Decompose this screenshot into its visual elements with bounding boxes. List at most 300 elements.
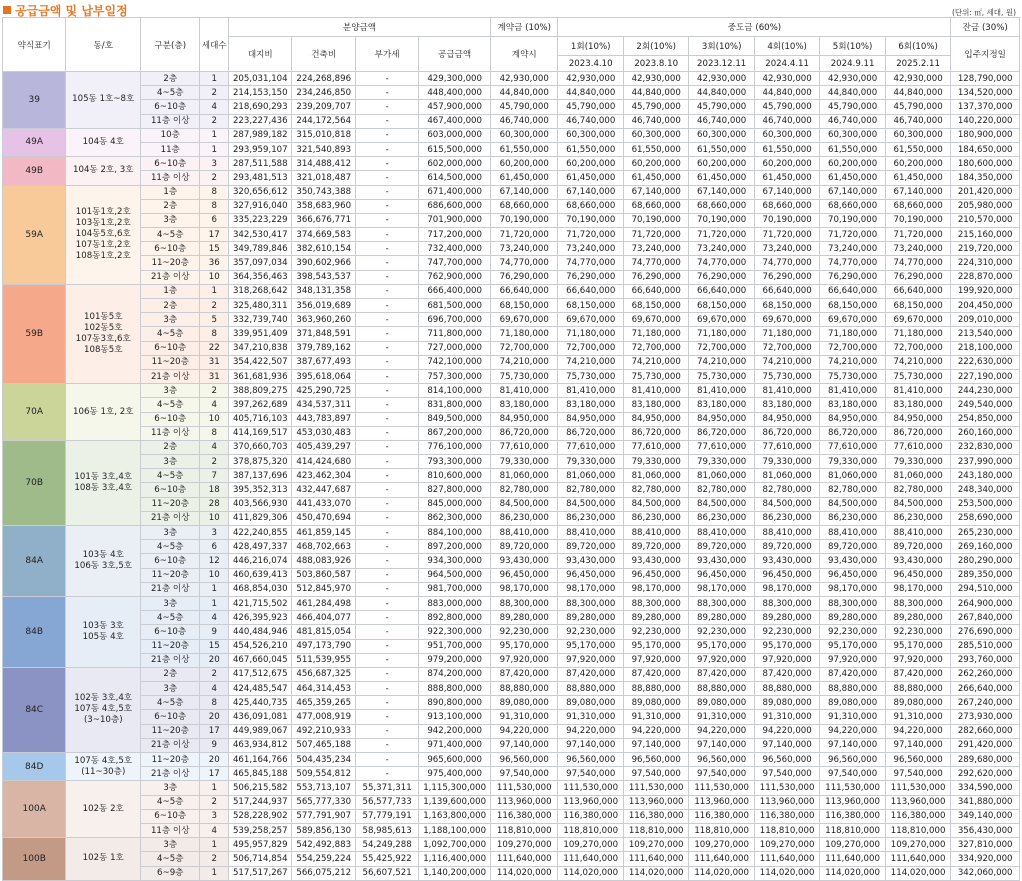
building-price-cell: 461,859,145 bbox=[292, 526, 355, 540]
middle-payment-4-cell: 116,380,000 bbox=[754, 809, 819, 823]
middle-payment-2-cell: 82,780,000 bbox=[623, 483, 688, 497]
vat-cell: - bbox=[355, 696, 418, 710]
middle-payment-3-cell: 81,060,000 bbox=[689, 469, 754, 483]
building-price-cell: 356,019,689 bbox=[292, 299, 355, 313]
supply-price-cell: 849,500,000 bbox=[419, 412, 491, 426]
middle-payment-2-cell: 84,950,000 bbox=[623, 412, 688, 426]
middle-payment-1-cell: 83,180,000 bbox=[558, 398, 623, 412]
header-date-4: 2024.4.11 bbox=[754, 56, 819, 72]
table-row bbox=[3, 469, 1020, 483]
supply-price-cell: 827,800,000 bbox=[419, 483, 491, 497]
middle-payment-2-cell: 84,500,000 bbox=[623, 497, 688, 511]
table-row bbox=[3, 369, 1020, 383]
table-row bbox=[3, 341, 1020, 355]
unit-count-cell: 8 bbox=[200, 199, 229, 213]
building-price-cell: 321,018,487 bbox=[292, 171, 355, 185]
floor-cell: 10층 bbox=[141, 128, 200, 142]
header-m3: 3회(10%) bbox=[689, 37, 754, 56]
unit-count-cell: 1 bbox=[200, 596, 229, 610]
middle-payment-6-cell: 118,810,000 bbox=[885, 823, 951, 837]
dong-cell: 104동 4호 bbox=[66, 128, 141, 156]
middle-payment-5-cell: 67,140,000 bbox=[820, 185, 885, 199]
middle-payment-1-cell: 74,210,000 bbox=[558, 355, 623, 369]
middle-payment-2-cell: 68,150,000 bbox=[623, 299, 688, 313]
middle-payment-4-cell: 70,190,000 bbox=[754, 213, 819, 227]
middle-payment-4-cell: 71,720,000 bbox=[754, 228, 819, 242]
land-price-cell: 495,957,829 bbox=[229, 838, 292, 852]
middle-payment-5-cell: 73,240,000 bbox=[820, 242, 885, 256]
vat-cell: - bbox=[355, 398, 418, 412]
middle-payment-2-cell: 76,290,000 bbox=[623, 270, 688, 284]
floor-cell: 11~20층 bbox=[141, 256, 200, 270]
middle-payment-3-cell: 87,420,000 bbox=[689, 667, 754, 681]
land-price-cell: 517,517,267 bbox=[229, 866, 292, 880]
middle-payment-6-cell: 68,660,000 bbox=[885, 199, 951, 213]
supply-price-cell: 884,100,000 bbox=[419, 526, 491, 540]
middle-payment-3-cell: 45,790,000 bbox=[689, 100, 754, 114]
supply-price-cell: 890,800,000 bbox=[419, 696, 491, 710]
unit-count-cell: 10 bbox=[200, 412, 229, 426]
middle-payment-1-cell: 61,450,000 bbox=[558, 171, 623, 185]
land-price-cell: 339,951,409 bbox=[229, 327, 292, 341]
middle-payment-5-cell: 84,950,000 bbox=[820, 412, 885, 426]
building-price-cell: 350,743,388 bbox=[292, 185, 355, 199]
building-price-cell: 456,687,325 bbox=[292, 667, 355, 681]
vat-cell: - bbox=[355, 767, 418, 781]
table-row bbox=[3, 412, 1020, 426]
contract-cell: 95,170,000 bbox=[490, 639, 558, 653]
middle-payment-1-cell: 68,660,000 bbox=[558, 199, 623, 213]
land-price-cell: 421,715,502 bbox=[229, 596, 292, 610]
header-m1: 1회(10%) bbox=[558, 37, 623, 56]
middle-payment-2-cell: 114,020,000 bbox=[623, 866, 688, 880]
middle-payment-6-cell: 89,280,000 bbox=[885, 611, 951, 625]
middle-payment-2-cell: 97,540,000 bbox=[623, 767, 688, 781]
table-row bbox=[3, 596, 1020, 610]
middle-payment-4-cell: 86,720,000 bbox=[754, 426, 819, 440]
building-price-cell: 465,359,265 bbox=[292, 696, 355, 710]
middle-payment-4-cell: 67,140,000 bbox=[754, 185, 819, 199]
middle-payment-1-cell: 89,720,000 bbox=[558, 540, 623, 554]
dong-cell: 102동 1호 bbox=[66, 838, 141, 881]
contract-cell: 71,720,000 bbox=[490, 228, 558, 242]
land-price-cell: 411,829,306 bbox=[229, 511, 292, 525]
middle-payment-2-cell: 88,410,000 bbox=[623, 526, 688, 540]
vat-cell: - bbox=[355, 753, 418, 767]
unit-type-cell: 39 bbox=[3, 72, 66, 129]
contract-cell: 97,140,000 bbox=[490, 738, 558, 752]
middle-payment-4-cell: 45,790,000 bbox=[754, 100, 819, 114]
table-row bbox=[3, 128, 1020, 142]
supply-price-cell: 1,163,800,000 bbox=[419, 809, 491, 823]
building-price-cell: 366,676,771 bbox=[292, 213, 355, 227]
middle-payment-3-cell: 111,640,000 bbox=[689, 852, 754, 866]
building-price-cell: 461,284,498 bbox=[292, 596, 355, 610]
balance-cell: 248,340,000 bbox=[951, 483, 1020, 497]
middle-payment-2-cell: 74,770,000 bbox=[623, 256, 688, 270]
table-body bbox=[3, 72, 1020, 881]
middle-payment-6-cell: 74,210,000 bbox=[885, 355, 951, 369]
middle-payment-5-cell: 66,640,000 bbox=[820, 284, 885, 298]
floor-cell: 3층 bbox=[141, 596, 200, 610]
contract-cell: 87,420,000 bbox=[490, 667, 558, 681]
building-price-cell: 453,030,483 bbox=[292, 426, 355, 440]
middle-payment-4-cell: 95,170,000 bbox=[754, 639, 819, 653]
middle-payment-4-cell: 71,180,000 bbox=[754, 327, 819, 341]
vat-cell: - bbox=[355, 596, 418, 610]
balance-cell: 237,990,000 bbox=[951, 455, 1020, 469]
middle-payment-2-cell: 96,560,000 bbox=[623, 753, 688, 767]
contract-cell: 68,660,000 bbox=[490, 199, 558, 213]
middle-payment-5-cell: 81,410,000 bbox=[820, 384, 885, 398]
vat-cell: - bbox=[355, 355, 418, 369]
table-row bbox=[3, 625, 1020, 639]
middle-payment-4-cell: 72,700,000 bbox=[754, 341, 819, 355]
header-land: 대지비 bbox=[229, 37, 292, 72]
land-price-cell: 342,530,417 bbox=[229, 228, 292, 242]
middle-payment-1-cell: 89,280,000 bbox=[558, 611, 623, 625]
middle-payment-5-cell: 88,880,000 bbox=[820, 682, 885, 696]
middle-payment-4-cell: 74,210,000 bbox=[754, 355, 819, 369]
balance-cell: 209,010,000 bbox=[951, 313, 1020, 327]
middle-payment-6-cell: 91,310,000 bbox=[885, 710, 951, 724]
floor-cell: 6~10층 bbox=[141, 809, 200, 823]
middle-payment-2-cell: 81,410,000 bbox=[623, 384, 688, 398]
contract-cell: 88,880,000 bbox=[490, 682, 558, 696]
middle-payment-4-cell: 73,240,000 bbox=[754, 242, 819, 256]
middle-payment-1-cell: 76,290,000 bbox=[558, 270, 623, 284]
building-price-cell: 488,083,926 bbox=[292, 554, 355, 568]
land-price-cell: 327,916,040 bbox=[229, 199, 292, 213]
middle-payment-1-cell: 42,930,000 bbox=[558, 72, 623, 86]
supply-price-cell: 686,600,000 bbox=[419, 199, 491, 213]
table-row bbox=[3, 327, 1020, 341]
supply-price-cell: 457,900,000 bbox=[419, 100, 491, 114]
middle-payment-6-cell: 71,720,000 bbox=[885, 228, 951, 242]
middle-payment-3-cell: 74,210,000 bbox=[689, 355, 754, 369]
middle-payment-3-cell: 86,720,000 bbox=[689, 426, 754, 440]
middle-payment-5-cell: 97,140,000 bbox=[820, 738, 885, 752]
floor-cell: 3층 bbox=[141, 526, 200, 540]
middle-payment-5-cell: 87,420,000 bbox=[820, 667, 885, 681]
middle-payment-5-cell: 84,500,000 bbox=[820, 497, 885, 511]
page-title-text: 공급금액 및 납부일정 bbox=[15, 4, 128, 18]
floor-cell: 4~5층 bbox=[141, 327, 200, 341]
land-price-cell: 361,681,936 bbox=[229, 369, 292, 383]
header-building: 건축비 bbox=[292, 37, 355, 72]
header-m2: 2회(10%) bbox=[623, 37, 688, 56]
header-date-1: 2023.4.10 bbox=[558, 56, 623, 72]
supply-price-cell: 814,100,000 bbox=[419, 384, 491, 398]
middle-payment-2-cell: 71,720,000 bbox=[623, 228, 688, 242]
land-price-cell: 223,227,436 bbox=[229, 114, 292, 128]
land-price-cell: 460,639,413 bbox=[229, 568, 292, 582]
middle-payment-2-cell: 111,640,000 bbox=[623, 852, 688, 866]
supply-price-cell: 1,140,200,000 bbox=[419, 866, 491, 880]
floor-cell: 11층 이상 bbox=[141, 171, 200, 185]
middle-payment-4-cell: 76,290,000 bbox=[754, 270, 819, 284]
supply-price-cell: 448,400,000 bbox=[419, 86, 491, 100]
vat-cell: - bbox=[355, 540, 418, 554]
vat-cell: - bbox=[355, 142, 418, 156]
unit-type-cell: 59B bbox=[3, 284, 66, 383]
table-row bbox=[3, 355, 1020, 369]
floor-cell: 6~9층 bbox=[141, 866, 200, 880]
middle-payment-4-cell: 111,640,000 bbox=[754, 852, 819, 866]
unit-count-cell: 1 bbox=[200, 284, 229, 298]
middle-payment-1-cell: 81,060,000 bbox=[558, 469, 623, 483]
vat-cell: - bbox=[355, 86, 418, 100]
land-price-cell: 347,210,838 bbox=[229, 341, 292, 355]
middle-payment-6-cell: 111,530,000 bbox=[885, 781, 951, 795]
land-price-cell: 436,091,081 bbox=[229, 710, 292, 724]
table-row bbox=[3, 171, 1020, 185]
middle-payment-4-cell: 61,450,000 bbox=[754, 171, 819, 185]
middle-payment-4-cell: 97,920,000 bbox=[754, 653, 819, 667]
unit-count-cell: 10 bbox=[200, 568, 229, 582]
building-price-cell: 497,173,790 bbox=[292, 639, 355, 653]
supply-price-cell: 975,400,000 bbox=[419, 767, 491, 781]
middle-payment-1-cell: 96,450,000 bbox=[558, 568, 623, 582]
middle-payment-6-cell: 70,190,000 bbox=[885, 213, 951, 227]
supply-price-cell: 981,700,000 bbox=[419, 582, 491, 596]
middle-payment-1-cell: 114,020,000 bbox=[558, 866, 623, 880]
middle-payment-3-cell: 71,180,000 bbox=[689, 327, 754, 341]
balance-cell: 342,060,000 bbox=[951, 866, 1020, 880]
unit-count-cell: 2 bbox=[200, 795, 229, 809]
land-price-cell: 539,258,257 bbox=[229, 823, 292, 837]
vat-cell: 56,607,521 bbox=[355, 866, 418, 880]
vat-cell: - bbox=[355, 270, 418, 284]
building-price-cell: 321,540,893 bbox=[292, 142, 355, 156]
land-price-cell: 403,566,930 bbox=[229, 497, 292, 511]
unit-count-cell: 8 bbox=[200, 185, 229, 199]
balance-cell: 213,540,000 bbox=[951, 327, 1020, 341]
middle-payment-4-cell: 89,080,000 bbox=[754, 696, 819, 710]
middle-payment-1-cell: 74,770,000 bbox=[558, 256, 623, 270]
middle-payment-1-cell: 97,140,000 bbox=[558, 738, 623, 752]
land-price-cell: 293,959,107 bbox=[229, 142, 292, 156]
unit-count-cell: 8 bbox=[200, 327, 229, 341]
unit-type-cell: 84C bbox=[3, 667, 66, 752]
middle-payment-6-cell: 95,170,000 bbox=[885, 639, 951, 653]
table-row bbox=[3, 142, 1020, 156]
middle-payment-3-cell: 88,300,000 bbox=[689, 596, 754, 610]
supply-price-cell: 696,700,000 bbox=[419, 313, 491, 327]
table-row bbox=[3, 767, 1020, 781]
header-date-2: 2023.8.10 bbox=[623, 56, 688, 72]
unit-count-cell: 4 bbox=[200, 682, 229, 696]
middle-payment-4-cell: 87,420,000 bbox=[754, 667, 819, 681]
land-price-cell: 395,352,313 bbox=[229, 483, 292, 497]
middle-payment-1-cell: 77,610,000 bbox=[558, 440, 623, 454]
building-price-cell: 450,470,694 bbox=[292, 511, 355, 525]
land-price-cell: 349,789,846 bbox=[229, 242, 292, 256]
middle-payment-5-cell: 88,410,000 bbox=[820, 526, 885, 540]
middle-payment-1-cell: 79,330,000 bbox=[558, 455, 623, 469]
unit-count-cell: 4 bbox=[200, 440, 229, 454]
unit-count-cell: 17 bbox=[200, 724, 229, 738]
building-price-cell: 379,789,162 bbox=[292, 341, 355, 355]
building-price-cell: 477,008,919 bbox=[292, 710, 355, 724]
vat-cell: - bbox=[355, 682, 418, 696]
table-row bbox=[3, 114, 1020, 128]
table-row bbox=[3, 852, 1020, 866]
land-price-cell: 387,137,696 bbox=[229, 469, 292, 483]
middle-payment-6-cell: 93,430,000 bbox=[885, 554, 951, 568]
balance-cell: 280,290,000 bbox=[951, 554, 1020, 568]
middle-payment-5-cell: 88,300,000 bbox=[820, 596, 885, 610]
balance-cell: 356,430,000 bbox=[951, 823, 1020, 837]
vat-cell: - bbox=[355, 639, 418, 653]
middle-payment-6-cell: 111,640,000 bbox=[885, 852, 951, 866]
dong-cell: 107동 4호,5호 (11~30층) bbox=[66, 753, 141, 781]
middle-payment-1-cell: 45,790,000 bbox=[558, 100, 623, 114]
table-row bbox=[3, 724, 1020, 738]
vat-cell: - bbox=[355, 611, 418, 625]
balance-cell: 184,650,000 bbox=[951, 142, 1020, 156]
middle-payment-5-cell: 68,150,000 bbox=[820, 299, 885, 313]
header-units: 세대수 bbox=[200, 18, 229, 72]
middle-payment-5-cell: 75,730,000 bbox=[820, 369, 885, 383]
vat-cell: - bbox=[355, 469, 418, 483]
middle-payment-5-cell: 86,230,000 bbox=[820, 511, 885, 525]
middle-payment-5-cell: 93,430,000 bbox=[820, 554, 885, 568]
balance-cell: 267,240,000 bbox=[951, 696, 1020, 710]
middle-payment-4-cell: 69,670,000 bbox=[754, 313, 819, 327]
table-row bbox=[3, 228, 1020, 242]
supply-price-cell: 1,188,100,000 bbox=[419, 823, 491, 837]
table-header bbox=[3, 18, 1020, 72]
building-price-cell: 554,259,224 bbox=[292, 852, 355, 866]
supply-price-cell: 942,200,000 bbox=[419, 724, 491, 738]
floor-cell: 2층 bbox=[141, 667, 200, 681]
supply-price-cell: 971,400,000 bbox=[419, 738, 491, 752]
dong-cell: 106동 1호, 2호 bbox=[66, 384, 141, 441]
middle-payment-2-cell: 89,720,000 bbox=[623, 540, 688, 554]
middle-payment-4-cell: 60,300,000 bbox=[754, 128, 819, 142]
unit-count-cell: 17 bbox=[200, 228, 229, 242]
floor-cell: 6~10층 bbox=[141, 625, 200, 639]
floor-cell: 4~5층 bbox=[141, 469, 200, 483]
middle-payment-6-cell: 82,780,000 bbox=[885, 483, 951, 497]
middle-payment-2-cell: 98,170,000 bbox=[623, 582, 688, 596]
middle-payment-5-cell: 71,180,000 bbox=[820, 327, 885, 341]
middle-payment-6-cell: 88,410,000 bbox=[885, 526, 951, 540]
unit-count-cell: 1 bbox=[200, 866, 229, 880]
building-price-cell: 434,537,311 bbox=[292, 398, 355, 412]
vat-cell: - bbox=[355, 171, 418, 185]
middle-payment-4-cell: 61,550,000 bbox=[754, 142, 819, 156]
middle-payment-5-cell: 98,170,000 bbox=[820, 582, 885, 596]
middle-payment-5-cell: 76,290,000 bbox=[820, 270, 885, 284]
middle-payment-2-cell: 68,660,000 bbox=[623, 199, 688, 213]
middle-payment-5-cell: 96,560,000 bbox=[820, 753, 885, 767]
middle-payment-3-cell: 79,330,000 bbox=[689, 455, 754, 469]
middle-payment-4-cell: 91,310,000 bbox=[754, 710, 819, 724]
contract-cell: 74,770,000 bbox=[490, 256, 558, 270]
middle-payment-1-cell: 60,200,000 bbox=[558, 157, 623, 171]
vat-cell: - bbox=[355, 582, 418, 596]
table-row bbox=[3, 653, 1020, 667]
balance-cell: 184,350,000 bbox=[951, 171, 1020, 185]
middle-payment-1-cell: 88,300,000 bbox=[558, 596, 623, 610]
middle-payment-2-cell: 86,720,000 bbox=[623, 426, 688, 440]
supply-price-cell: 742,100,000 bbox=[419, 355, 491, 369]
table-row bbox=[3, 710, 1020, 724]
middle-payment-2-cell: 60,300,000 bbox=[623, 128, 688, 142]
vat-cell: 55,371,311 bbox=[355, 781, 418, 795]
land-price-cell: 364,356,463 bbox=[229, 270, 292, 284]
middle-payment-5-cell: 89,280,000 bbox=[820, 611, 885, 625]
middle-payment-1-cell: 87,420,000 bbox=[558, 667, 623, 681]
middle-payment-2-cell: 44,840,000 bbox=[623, 86, 688, 100]
table-row bbox=[3, 86, 1020, 100]
supply-price-cell: 666,400,000 bbox=[419, 284, 491, 298]
middle-payment-6-cell: 61,550,000 bbox=[885, 142, 951, 156]
floor-cell: 21층 이상 bbox=[141, 653, 200, 667]
unit-count-cell: 2 bbox=[200, 171, 229, 185]
balance-cell: 218,100,000 bbox=[951, 341, 1020, 355]
vat-cell: - bbox=[355, 554, 418, 568]
middle-payment-6-cell: 44,840,000 bbox=[885, 86, 951, 100]
land-price-cell: 463,934,812 bbox=[229, 738, 292, 752]
building-price-cell: 239,209,707 bbox=[292, 100, 355, 114]
middle-payment-5-cell: 109,270,000 bbox=[820, 838, 885, 852]
supply-price-cell: 467,400,000 bbox=[419, 114, 491, 128]
building-price-cell: 390,602,966 bbox=[292, 256, 355, 270]
header-supply: 공급금액 bbox=[419, 37, 491, 72]
header-balance-group: 잔금 (30%) bbox=[951, 18, 1020, 37]
dong-cell: 101동5호 102동5호 107동3호,6호 108동5호 bbox=[66, 284, 141, 383]
middle-payment-1-cell: 91,310,000 bbox=[558, 710, 623, 724]
middle-payment-4-cell: 84,500,000 bbox=[754, 497, 819, 511]
middle-payment-1-cell: 61,550,000 bbox=[558, 142, 623, 156]
middle-payment-3-cell: 72,700,000 bbox=[689, 341, 754, 355]
middle-payment-3-cell: 60,300,000 bbox=[689, 128, 754, 142]
contract-cell: 83,180,000 bbox=[490, 398, 558, 412]
middle-payment-5-cell: 111,530,000 bbox=[820, 781, 885, 795]
unit-count-cell: 10 bbox=[200, 270, 229, 284]
land-price-cell: 428,497,337 bbox=[229, 540, 292, 554]
middle-payment-6-cell: 109,270,000 bbox=[885, 838, 951, 852]
header-date-6: 2025.2.11 bbox=[885, 56, 951, 72]
contract-cell: 89,080,000 bbox=[490, 696, 558, 710]
contract-cell: 73,240,000 bbox=[490, 242, 558, 256]
header-contract: 계약시 bbox=[490, 37, 558, 72]
balance-cell: 219,720,000 bbox=[951, 242, 1020, 256]
header-floor: 구분(층) bbox=[141, 18, 200, 72]
balance-cell: 262,260,000 bbox=[951, 667, 1020, 681]
table-row bbox=[3, 72, 1020, 86]
land-price-cell: 332,739,740 bbox=[229, 313, 292, 327]
supply-price-cell: 747,700,000 bbox=[419, 256, 491, 270]
building-price-cell: 464,314,453 bbox=[292, 682, 355, 696]
middle-payment-2-cell: 75,730,000 bbox=[623, 369, 688, 383]
middle-payment-3-cell: 68,150,000 bbox=[689, 299, 754, 313]
unit-note: (단위: ㎡, 세대, 원) bbox=[951, 8, 1016, 17]
unit-count-cell: 6 bbox=[200, 213, 229, 227]
building-price-cell: 405,439,297 bbox=[292, 440, 355, 454]
table-row bbox=[3, 866, 1020, 880]
middle-payment-3-cell: 97,540,000 bbox=[689, 767, 754, 781]
land-price-cell: 425,440,735 bbox=[229, 696, 292, 710]
middle-payment-6-cell: 96,560,000 bbox=[885, 753, 951, 767]
table-row bbox=[3, 455, 1020, 469]
contract-cell: 68,150,000 bbox=[490, 299, 558, 313]
middle-payment-4-cell: 88,300,000 bbox=[754, 596, 819, 610]
contract-cell: 113,960,000 bbox=[490, 795, 558, 809]
